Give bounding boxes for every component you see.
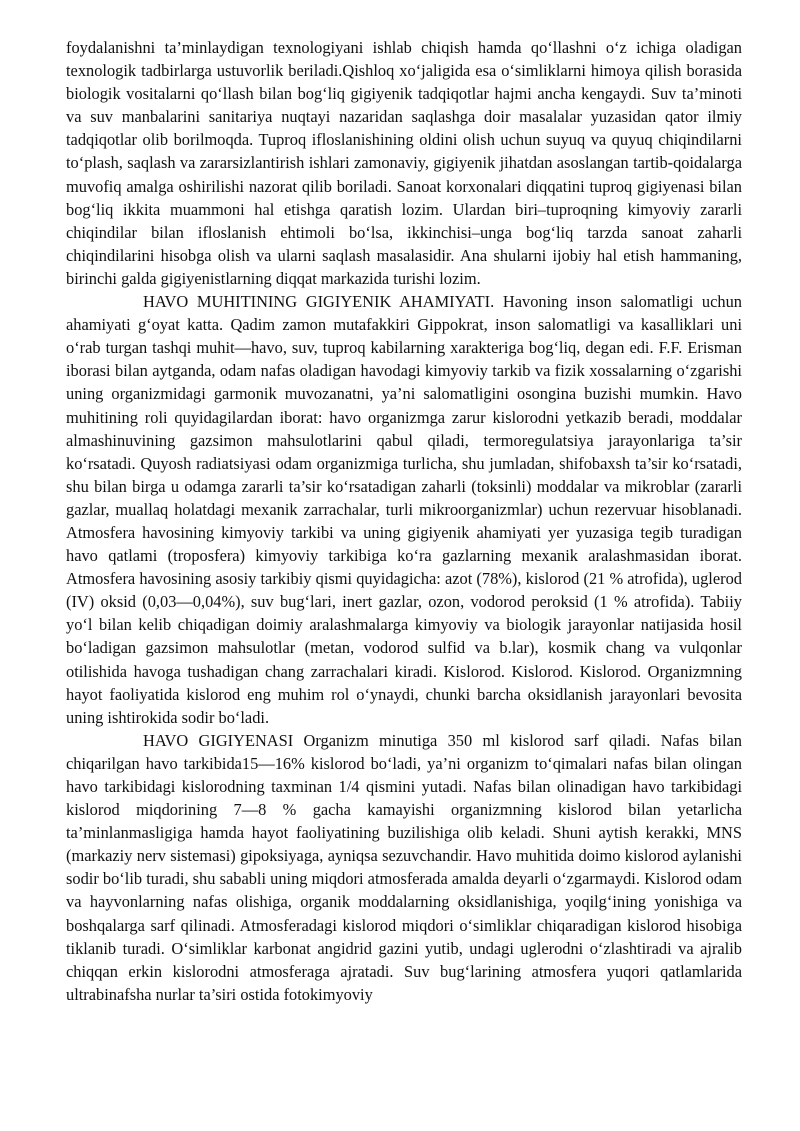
paragraph-air-environment-hygiene: HAVO MUHITINING GIGIYENIK AHAMIYATI. Havoning inson salomatligi uchun ahamiyati g‘oyat katta. Qadim zamon mutafakkiri Gippokrat, inson salomatligi va kasalliklari uni o‘rab turgan tashqi muhit—havo, suv, tuproq kabilarning xarakteriga bog‘liq, degan edi. F.F. Erisman iborasi bilan aytganda, odam nafas oladigan havodagi kimyoviy tarkib va fizik xossalarning o‘zgarishi uning organizmidagi garmonik muvozanatni, ya’ni salomatligini osongina buzishi mumkin. Havo muhitining roli quyidagilardan iborat: havo organizmga zarur kislorodni yetkazib beradi, moddalar almashinuvining gazsimon mahsulotlarini qabul qiladi, termoregulatsiya jarayonlariga ta’sir ko‘rsatadi. Quyosh radiatsiyasi odam organizmiga turlicha, shu jumladan, shifobaxsh ta’sir ko‘rsatadi, shu bilan birga u odamga zararli ta’sir ko‘rsatadigan zaharli (toksinli) moddalar va mikroblar (zararli gazlar, muallaq holatdagi mexanik zarrachalar, turli mikroorganizmlar) uchun rezervuar hisoblanadi. Atmosfera havosining kimyoviy tarkibi va uning gigiyenik ahamiyati yer yuzasiga tegib turadigan havo qatlami (troposfera) kimyoviy tarkibiga ko‘ra gazlarning mexanik aralashmasidan iborat. Atmosfera havosining asosiy tarkibiy qismi quyidagicha: azot (78%), kislorod (21 % atrofida), uglerod (IV) oksid (0,03—0,04%), suv bug‘lari, inert gazlar, ozon, vodorod peroksid (1 % atrofida). Tabiiy yo‘l bilan kelib chiqadigan doimiy aralashmalarga kimyoviy va biologik jarayonlar natijasida hosil bo‘ladigan gazsimon mahsulotlar (metan, vodorod sulfid va b.lar), kosmik chang va vulqonlar otilishida havoga tushadigan chang zarrachalari kiradi. Kislorod. Kislorod. Kislorod. Organizmning hayot faoliyatida kislorod eng muhim rol o‘ynaydi, chunki barcha oksidlanish jarayonlari bevosita uning ishtirokida sodir bo‘ladi. — [66, 292, 742, 727]
paragraph-air-hygiene: HAVO GIGIYENASI Organizm minutiga 350 ml kislorod sarf qiladi. Nafas bilan chiqarilgan havo tarkibida15—16% kislorod bo‘ladi, ya’ni organizm to‘qimalari nafas bilan olingan havo tarkibidagi kislorodning taxminan 1/4 qismini yutadi. Nafas bilan olinadigan havo tarkibidagi kislorod miqdorining 7—8 % gacha kamayishi organizmning kislorod bilan yetarlicha ta’minlanmasligiga hamda hayot faoliyatining buzilishiga olib keladi. Shuni aytish kerakki, MNS (markaziy nerv sistemasi) gipoksiyaga, ayniqsa sezuvchandir. Havo muhitida doimo kislorod aylanishi sodir bo‘lib turadi, shu sababli uning miqdori atmosferada amalda deyarli o‘zgarmaydi. Kislorod odam va hayvonlarning nafas olishiga, organik moddalarning oksidlanishiga, yoqilg‘ining yonishiga va boshqalarga sarf qilinadi. Atmosferadagi kislorod miqdori o‘simliklar chiqaradigan kislorod hisobiga tiklanib turadi. O‘simliklar karbonat angidrid gazini yutib, undagi uglerodni o‘zlashtiradi va ajralib chiqqan erkin kislorodni atmosferaga ajratadi. Suv bug‘larining atmosfera yuqori qatlamlarida ultrabinafsha nurlar ta’siri ostida fotokimyoviy — [66, 730, 742, 1004]
paragraph-continuation: foydalanishni ta’minlaydigan texnologiyani ishlab chiqish hamda qo‘llashni o‘z ichiga oladigan texnologik tadbirlarga ustuvorlik beriladi.Qishloq xo‘jaligida esa o‘simliklarni himoya qilish borasida biologik vositalarni qo‘llash bilan bog‘liq gigiyenik tadqiqotlar hajmi ancha kengaydi. Suv ta’minoti va suv manbalarini sanitariya nuqtayi nazaridan saqlashga doir masalalar yuzasidan qator ilmiy tadqiqotlar olib borilmoqda. Tuproq ifloslanishining oldini olish uchun suyuq va quyuq chiqindilarni to‘plash, saqlash va zararsizlantirish ishlari zamonaviy, gigiyenik jihatdan asoslangan tartib-qoidalarga muvofiq amalga oshirilishi nazorat qilib boriladi. Sanoat korxonalari diqqatini tuproq gigiyenasi bilan bog‘liq ikkita muammoni hal etishga qaratish lozim. Ulardan biri–tuproqning kimyoviy zararli chiqindilar bilan ifloslanish ehtimoli bo‘lsa, ikkinchisi–unga bog‘liq tarzda sanoat zaharli chiqindilarini hisobga olish va ularni saqlash masalasidir. Ana shularni ijobiy hal etish hammaning, birinchi galda gigiyenistlarning diqqat markazida turishi lozim. — [66, 38, 742, 288]
document-page — [66, 36, 742, 1006]
